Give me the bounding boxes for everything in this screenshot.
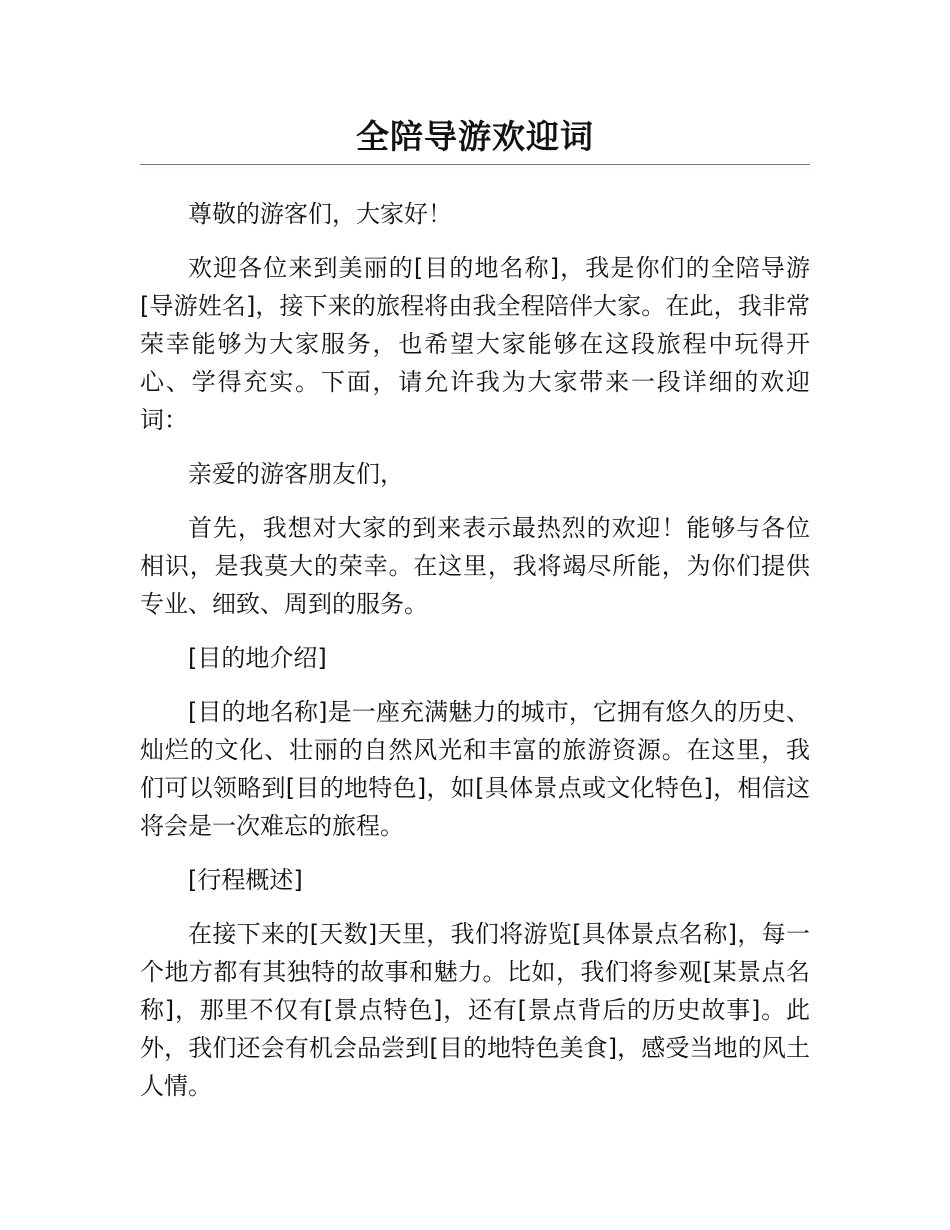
destination-intro-heading: [目的地介绍] [188,644,327,672]
warm-welcome-paragraph: 首先，我想对大家的到来表示最热烈的欢迎！能够与各位相识，是我莫大的荣幸。在这里，我将竭尽所能，为你们提供专业、细致、周到的服务。 [140,514,810,618]
document-page [140,0,810,1121]
salutation-paragraph: 亲爱的游客朋友们， [188,460,404,488]
title-divider [140,164,810,165]
document-body [140,195,810,1105]
destination-intro-paragraph: [目的地名称]是一座充满魅力的城市，它拥有悠久的历史、灿烂的文化、壮丽的自然风光和丰富的旅游资源。在这里，我们可以领略到[目的地特色]，如[具体景点或文化特色]，相信这将会是一次难忘的旅程。 [140,698,810,840]
itinerary-heading: [行程概述] [188,866,303,894]
document-title: 全陪导游欢迎词 [356,117,594,156]
welcome-paragraph: 欢迎各位来到美丽的[目的地名称]，我是你们的全陪导游[导游姓名]，接下来的旅程将由我全程陪伴大家。在此，我非常荣幸能够为大家服务，也希望大家能够在这段旅程中玩得开心、学得充实。下面，请允许我为大家带来一段详细的欢迎词： [140,254,810,434]
itinerary-paragraph: 在接下来的[天数]天里，我们将游览[具体景点名称]，每一个地方都有其独特的故事和魅力。比如，我们将参观[某景点名称]，那里不仅有[景点特色]，还有[景点背后的历史故事]。此外，我们还会有机会品尝到[目的地特色美食]，感受当地的风土人情。 [140,920,810,1100]
greeting-paragraph: 尊敬的游客们，大家好！ [188,200,452,228]
